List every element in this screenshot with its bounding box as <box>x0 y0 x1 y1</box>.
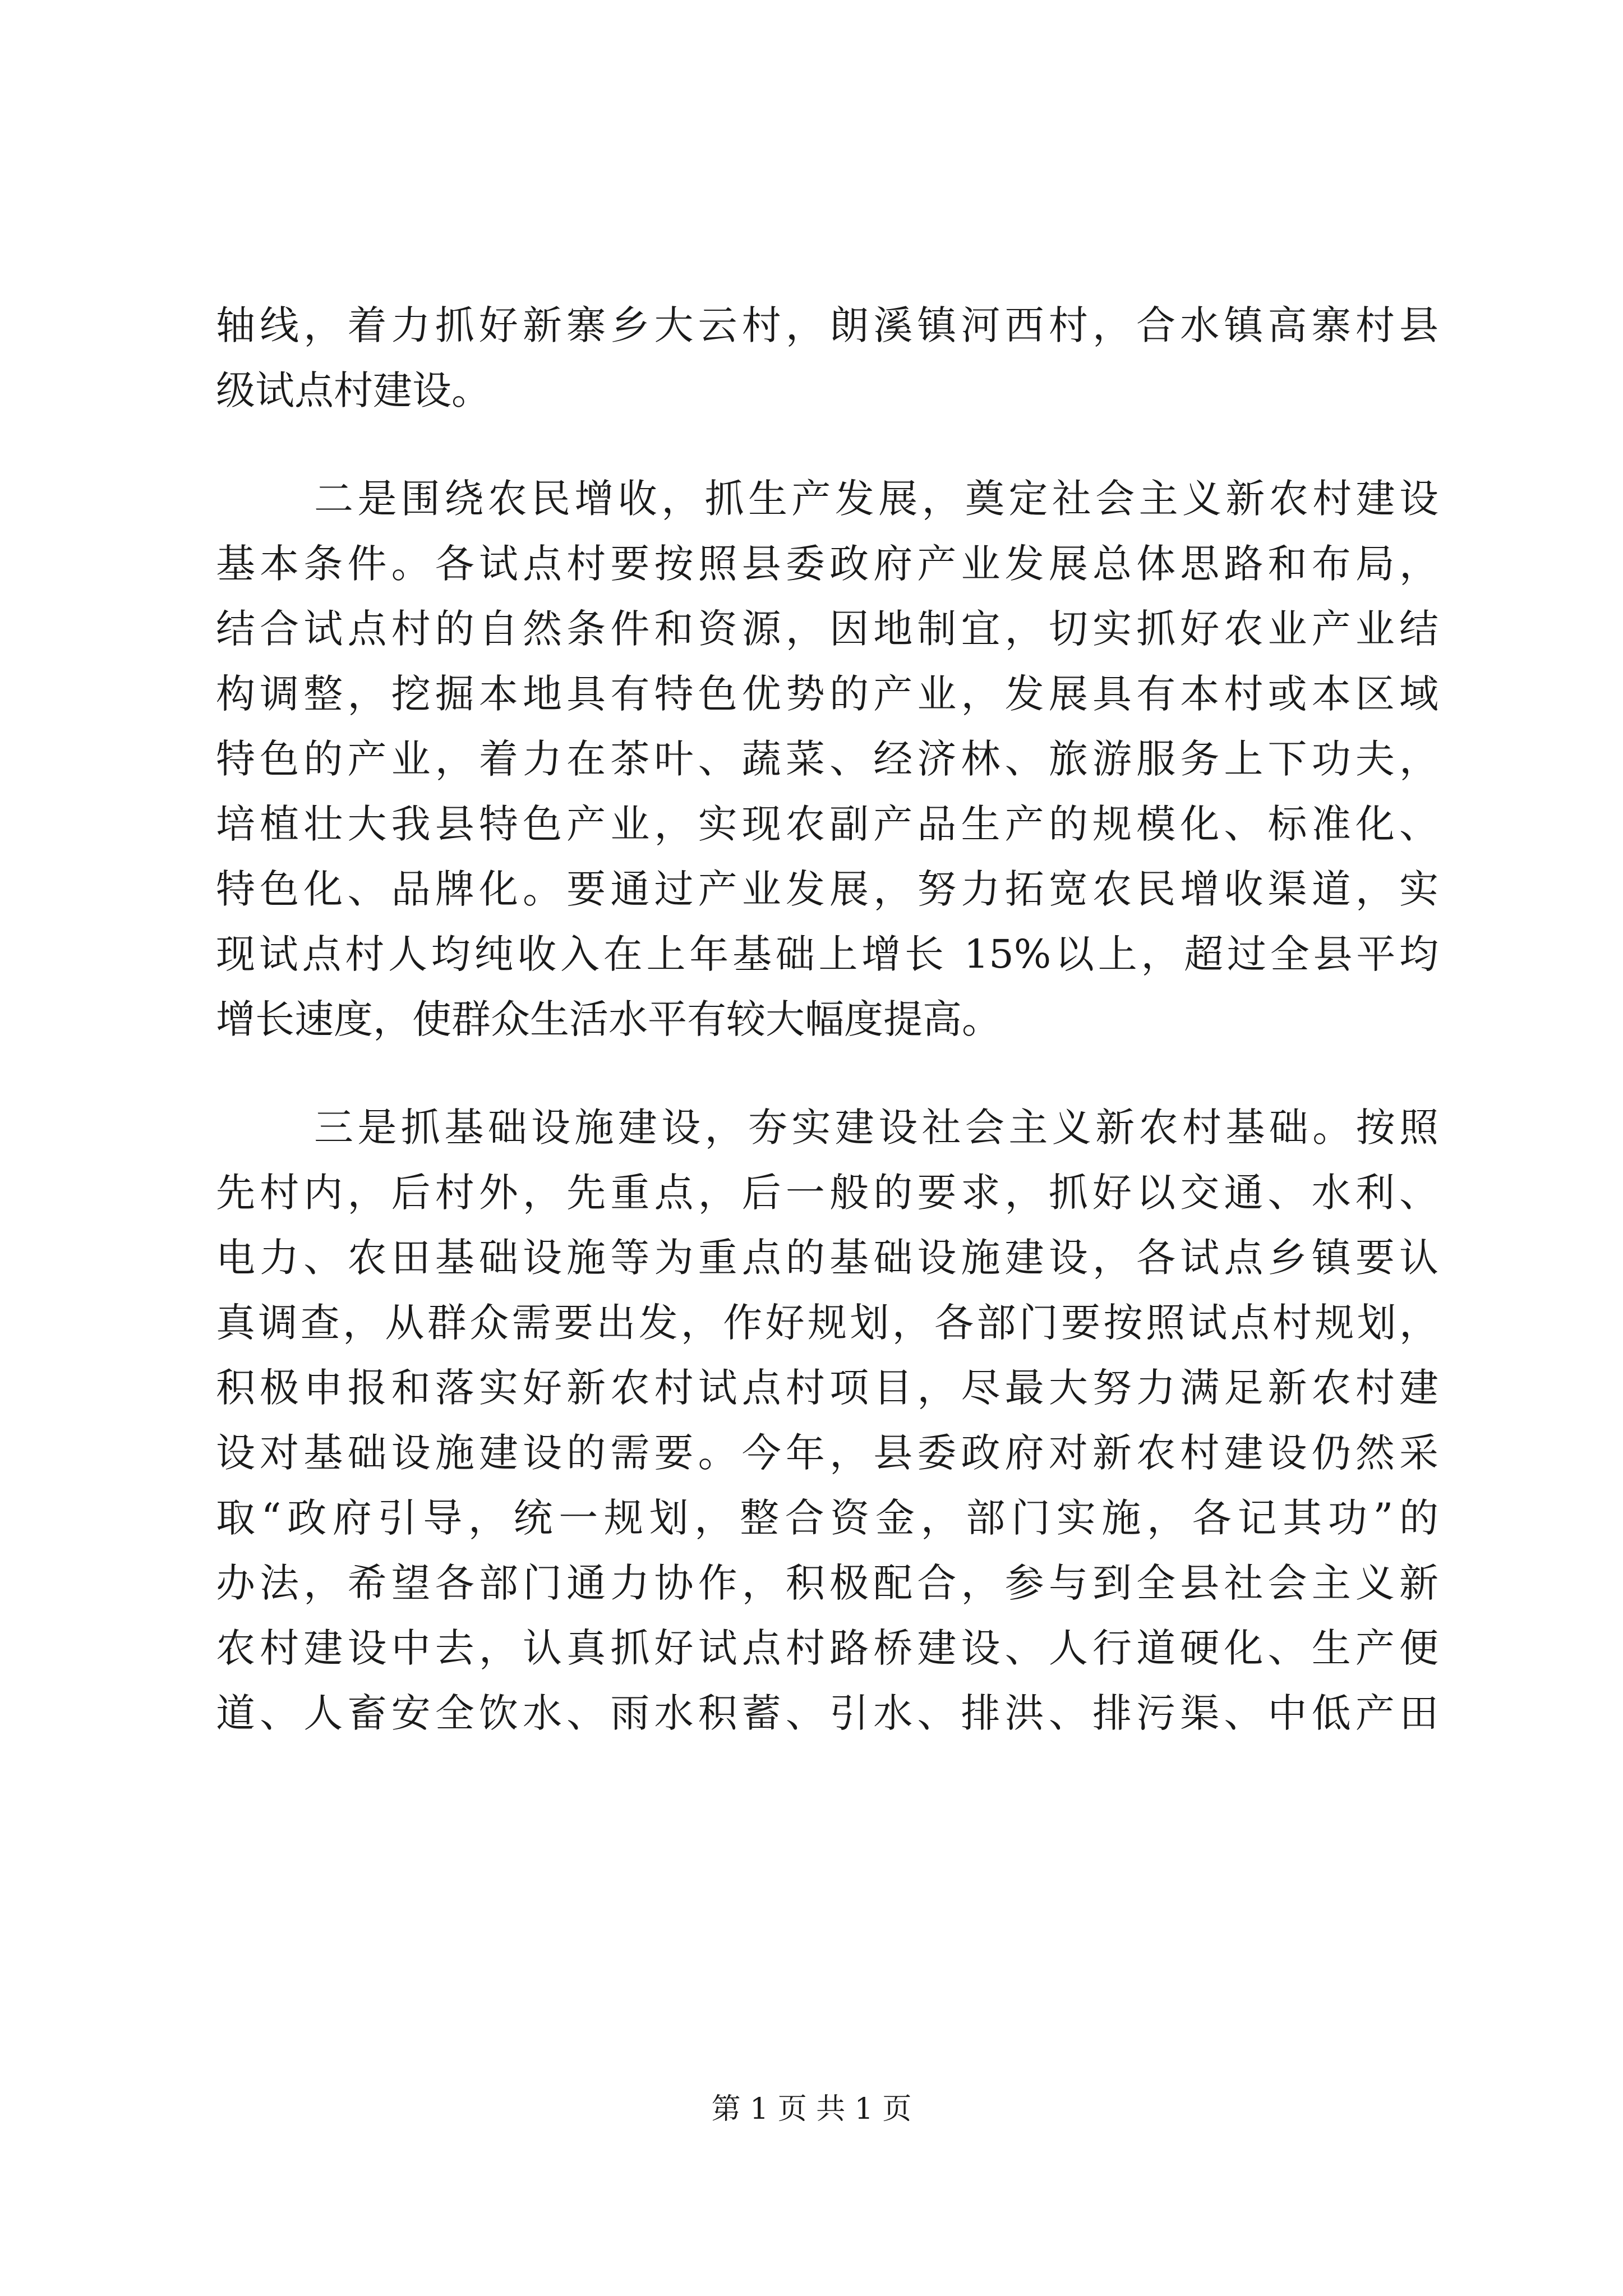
body-line: 培植壮大我县特色产业，实现农副产品生产的规模化、标准化、 <box>216 801 1438 847</box>
body-line: 先村内，后村外，先重点，后一般的要求，抓好以交通、水利、 <box>216 1170 1438 1216</box>
body-line: 特色的产业，着力在茶叶、蔬菜、经济林、旅游服务上下功夫， <box>216 736 1438 782</box>
body-line: 轴线，着力抓好新寨乡大云村，朗溪镇河西村，合水镇高寨村县 <box>216 302 1438 348</box>
body-line: 特色化、品牌化。要通过产业发展，努力拓宽农民增收渠道，实 <box>216 866 1438 912</box>
body-line: 农村建设中去，认真抓好试点村路桥建设、人行道硬化、生产便 <box>216 1625 1438 1671</box>
body-line: 设对基础设施建设的需要。今年，县委政府对新农村建设仍然采 <box>216 1430 1438 1476</box>
body-line: 取“政府引导，统一规划，整合资金，部门实施，各记其功”的 <box>216 1495 1438 1541</box>
paragraph-start-line: 二是围绕农民增收，抓生产发展，奠定社会主义新农村建设 <box>314 476 1438 522</box>
body-line: 增长速度，使群众生活水平有较大幅度提高。 <box>216 996 1001 1042</box>
body-line: 办法，希望各部门通力协作，积极配合，参与到全县社会主义新 <box>216 1560 1438 1606</box>
body-line: 构调整，挖掘本地具有特色优势的产业，发展具有本村或本区域 <box>216 671 1438 717</box>
body-line: 基本条件。各试点村要按照县委政府产业发展总体思路和布局， <box>216 541 1438 587</box>
page-number-footer: 第 1 页 共 1 页 <box>711 2092 912 2126</box>
body-line: 结合试点村的自然条件和资源，因地制宜，切实抓好农业产业结 <box>216 606 1438 652</box>
body-line: 道、人畜安全饮水、雨水积蓄、引水、排洪、排污渠、中低产田 <box>216 1690 1438 1736</box>
body-line: 积极申报和落实好新农村试点村项目，尽最大努力满足新农村建 <box>216 1365 1438 1411</box>
body-line: 级试点村建设。 <box>216 367 491 413</box>
body-line: 现试点村人均纯收入在上年基础上增长 15%以上，超过全县平均 <box>216 931 1438 977</box>
paragraph-start-line: 三是抓基础设施建设，夯实建设社会主义新农村基础。按照 <box>314 1105 1438 1151</box>
body-line: 电力、农田基础设施等为重点的基础设施建设，各试点乡镇要认 <box>216 1235 1438 1281</box>
body-line: 真调查，从群众需要出发，作好规划，各部门要按照试点村规划， <box>216 1300 1438 1346</box>
